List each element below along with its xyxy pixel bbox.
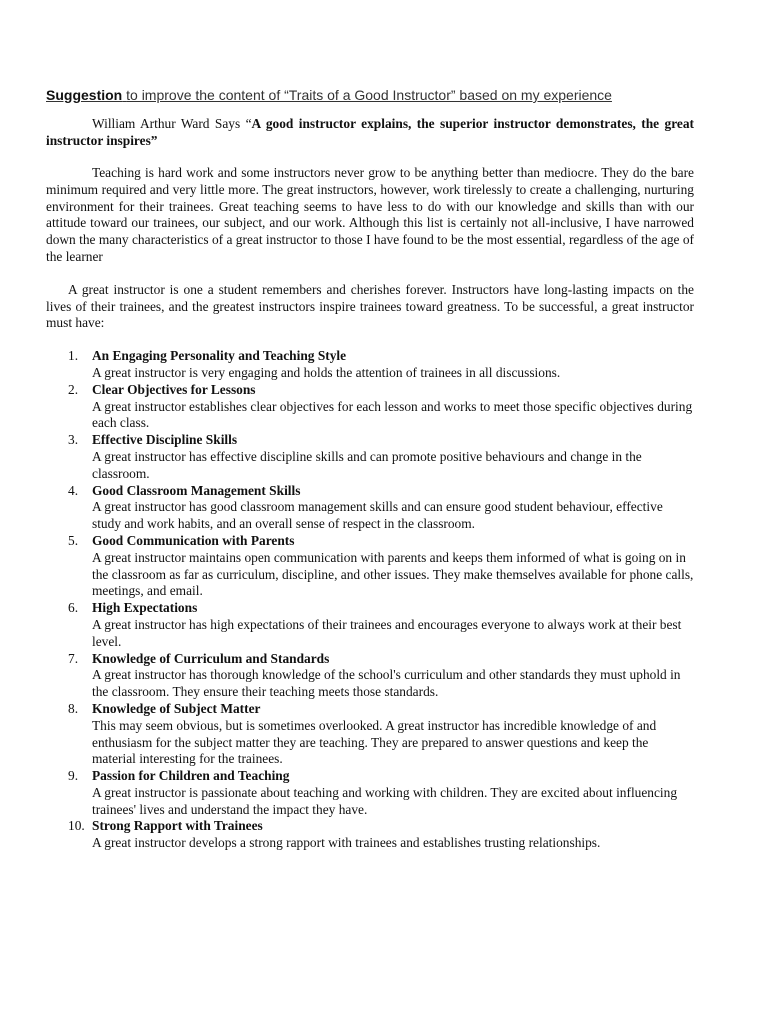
list-number: 10. bbox=[68, 818, 85, 834]
quote-text: A good instructor explains, the superior instructor demonstrates, the great instructor inspires” bbox=[46, 116, 694, 148]
list-item bbox=[46, 432, 694, 482]
trait-description: A great instructor maintains open communication with parents and keeps them informed of what is going on in the classroom as far as curriculum, discipline, and other issues. They make themselves available for phone calls, meetings, and email. bbox=[92, 549, 694, 599]
list-number: 4. bbox=[68, 482, 79, 498]
list-number: 6. bbox=[68, 600, 79, 616]
trait-title: Strong Rapport with Trainees bbox=[92, 818, 263, 834]
traits-list bbox=[46, 348, 694, 852]
trait-title: Knowledge of Curriculum and Standards bbox=[92, 650, 330, 666]
list-number: 8. bbox=[68, 700, 79, 716]
quote-paragraph bbox=[46, 116, 694, 149]
trait-title: An Engaging Personality and Teaching Style bbox=[92, 348, 347, 364]
document-heading bbox=[46, 86, 694, 104]
list-number: 5. bbox=[68, 532, 79, 548]
list-number: 2. bbox=[68, 381, 79, 397]
list-number: 1. bbox=[68, 348, 79, 364]
trait-title: Clear Objectives for Lessons bbox=[92, 381, 256, 397]
list-item bbox=[46, 382, 694, 432]
heading-rest: to improve the content of “Traits of a Good Instructor” based on my experience bbox=[126, 87, 612, 103]
heading-bold: Suggestion bbox=[46, 87, 123, 103]
great-instructor-paragraph: A great instructor is one a student remembers and cherishes forever. Instructors have long-lasting impacts on the lives of their trainees, and the greatest instructors inspire trainees toward greatness. To be successful, a great instructor must have: bbox=[46, 281, 694, 331]
list-item bbox=[46, 651, 694, 701]
trait-title: Good Communication with Parents bbox=[92, 532, 295, 548]
trait-description: A great instructor has high expectations of their trainees and encourages everyone to always work at their best level. bbox=[92, 616, 682, 649]
trait-title: Good Classroom Management Skills bbox=[92, 482, 301, 498]
list-item bbox=[46, 348, 694, 382]
trait-description: This may seem obvious, but is sometimes overlooked. A great instructor has incredible knowledge of and enthusiasm for the subject matter they are teaching. They are prepared to answer questions and keep the material interesting for the trainees. bbox=[92, 717, 657, 767]
trait-title: Passion for Children and Teaching bbox=[92, 768, 290, 784]
document-page bbox=[46, 86, 694, 852]
trait-description: A great instructor develops a strong rapport with trainees and establishes trusting relationships. bbox=[92, 835, 601, 851]
list-number: 3. bbox=[68, 432, 79, 448]
intro-paragraph: Teaching is hard work and some instructors never grow to be anything better than mediocre. They do the bare minimum required and very little more. The great instructors, however, work tirelessly to create a challenging, nurturing environment for their trainees. Great teaching seems to have less to do with our knowledge and skills than with our attitude toward our trainees, our subject, and our work. Although this list is certainly not all-inclusive, I have narrowed down the many characteristics of a great instructor to those I have found to be the most essential, regardless of the age of the learner bbox=[46, 165, 694, 264]
list-number: 9. bbox=[68, 768, 79, 784]
trait-description: A great instructor has thorough knowledge of the school's curriculum and other standards they must uphold in the classroom. They ensure their teaching meets those standards. bbox=[92, 667, 681, 700]
list-item bbox=[46, 600, 694, 650]
list-item bbox=[46, 768, 694, 818]
list-item bbox=[46, 701, 694, 768]
list-item bbox=[46, 533, 694, 600]
quote-lead: William Arthur Ward Says “ bbox=[92, 116, 252, 131]
trait-description: A great instructor has good classroom management skills and can ensure good student behaviour, effective study and work habits, and an overall sense of respect in the classroom. bbox=[92, 499, 663, 532]
list-item bbox=[46, 483, 694, 533]
list-number: 7. bbox=[68, 650, 79, 666]
list-item bbox=[46, 818, 694, 852]
trait-title: Effective Discipline Skills bbox=[92, 432, 238, 448]
trait-title: High Expectations bbox=[92, 600, 198, 616]
trait-description: A great instructor has effective discipline skills and can promote positive behaviours and change in the classroom. bbox=[92, 448, 642, 481]
trait-title: Knowledge of Subject Matter bbox=[92, 700, 261, 716]
trait-description: A great instructor establishes clear objectives for each lesson and works to meet those specific objectives during each class. bbox=[92, 398, 693, 431]
trait-description: A great instructor is passionate about teaching and working with children. They are excited about influencing trainees' lives and understand the impact they have. bbox=[92, 784, 678, 817]
trait-description: A great instructor is very engaging and holds the attention of trainees in all discussions. bbox=[92, 364, 561, 380]
